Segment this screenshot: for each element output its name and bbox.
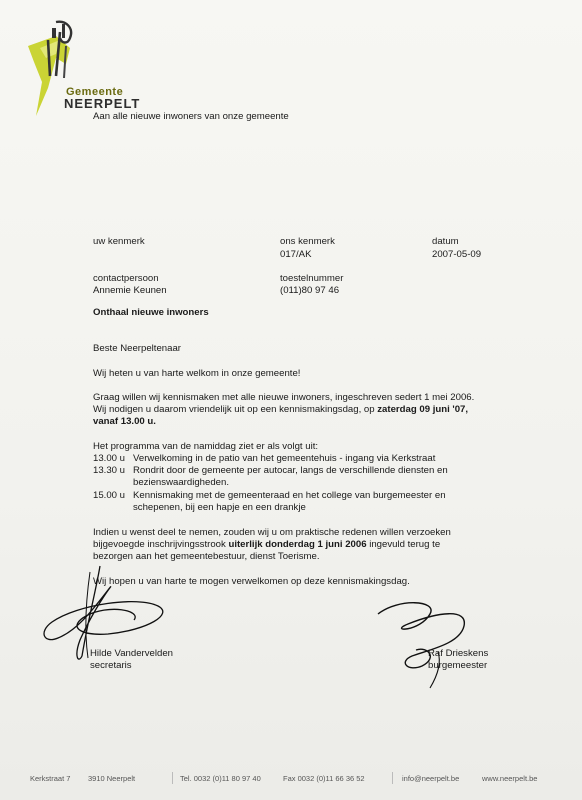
event-date: zaterdag 09 juni '07, (377, 404, 469, 415)
program-description: Kennismaking met de gemeenteraad en het college van burgemeester en (133, 490, 446, 501)
phone-label: toestelnummer (280, 273, 344, 284)
paragraph-1-line-2-text: Wij nodigen u daarom vriendelijk uit op een kennismakingsdag, op (93, 404, 378, 415)
program-time: 15.00 u (93, 490, 126, 501)
closing-line: Wij hopen u van harte te mogen verwelkomen op deze kennismakingsdag. (93, 576, 410, 587)
logo-text-neerpelt: NEERPELT (64, 96, 141, 111)
footer-city: 3910 Neerpelt (88, 774, 136, 783)
contact-label: contactpersoon (93, 273, 159, 284)
footer-divider (392, 772, 393, 784)
program-intro: Het programma van de namiddag ziet er als volgt uit: (93, 441, 319, 452)
registration-deadline: uiterlijk donderdag 1 juni 2006 (228, 539, 367, 550)
program-description: schepenen, bij een hapje en een drankje (133, 502, 306, 513)
secretary-title: secretaris (90, 660, 132, 671)
footer-phone: Tel. 0032 (0)11 80 97 40 (180, 774, 261, 783)
mayor-signature (368, 592, 508, 692)
ons-kenmerk-value: 017/AK (280, 249, 312, 260)
letter-addressee: Aan alle nieuwe inwoners van onze gemeente (93, 111, 289, 122)
logo-text-gemeente: Gemeente (66, 86, 124, 98)
welcome-line: Wij heten u van harte welkom in onze gemeente! (93, 368, 301, 379)
paragraph-1-line-2 (93, 404, 468, 416)
footer-website[interactable]: www.neerpelt.be (482, 774, 538, 783)
footer-street: Kerkstraat 7 (30, 774, 71, 783)
mayor-name: Raf Drieskens (428, 648, 489, 659)
letter-subject: Onthaal nieuwe inwoners (93, 307, 209, 318)
program-description: Verwelkoming in de patio van het gemeentehuis - ingang via Kerkstraat (133, 453, 436, 464)
footer-email[interactable]: info@neerpelt.be (402, 774, 460, 783)
paragraph-2-text-c: ingevuld terug te (366, 539, 441, 550)
footer-fax: Fax 0032 (0)11 66 36 52 (283, 774, 365, 783)
program-description: Rondrit door de gemeente per autocar, langs de verschillende diensten en (133, 465, 448, 476)
footer-divider (172, 772, 173, 784)
datum-label: datum (432, 236, 459, 247)
paragraph-1-line-1: Graag willen wij kennismaken met alle nieuwe inwoners, ingeschreven sedert 1 mei 2006. (93, 392, 475, 403)
contact-value: Annemie Keunen (93, 285, 167, 296)
paragraph-2-line-2 (93, 539, 440, 551)
event-time: vanaf 13.00 u. (93, 416, 156, 427)
salutation: Beste Neerpeltenaar (93, 343, 181, 354)
ons-kenmerk-label: ons kenmerk (280, 236, 335, 247)
mayor-title: burgemeester (428, 660, 488, 671)
paragraph-2-line-1: Indien u wenst deel te nemen, zouden wij u om praktische redenen willen verzoeken (93, 527, 451, 538)
paragraph-2-line-3: bezorgen aan het gemeentebestuur, dienst Toerisme. (93, 551, 320, 562)
program-time: 13.30 u (93, 465, 126, 476)
datum-value: 2007-05-09 (432, 249, 482, 260)
program-description: bezienswaardigheden. (133, 477, 230, 488)
program-time: 13.00 u (93, 453, 126, 464)
secretary-name: Hilde Vandervelden (90, 648, 174, 659)
paragraph-2-text-a: bijgevoegde inschrijvingsstrook (93, 539, 229, 550)
phone-value: (011)80 97 46 (280, 285, 340, 296)
uw-kenmerk-label: uw kenmerk (93, 236, 145, 247)
